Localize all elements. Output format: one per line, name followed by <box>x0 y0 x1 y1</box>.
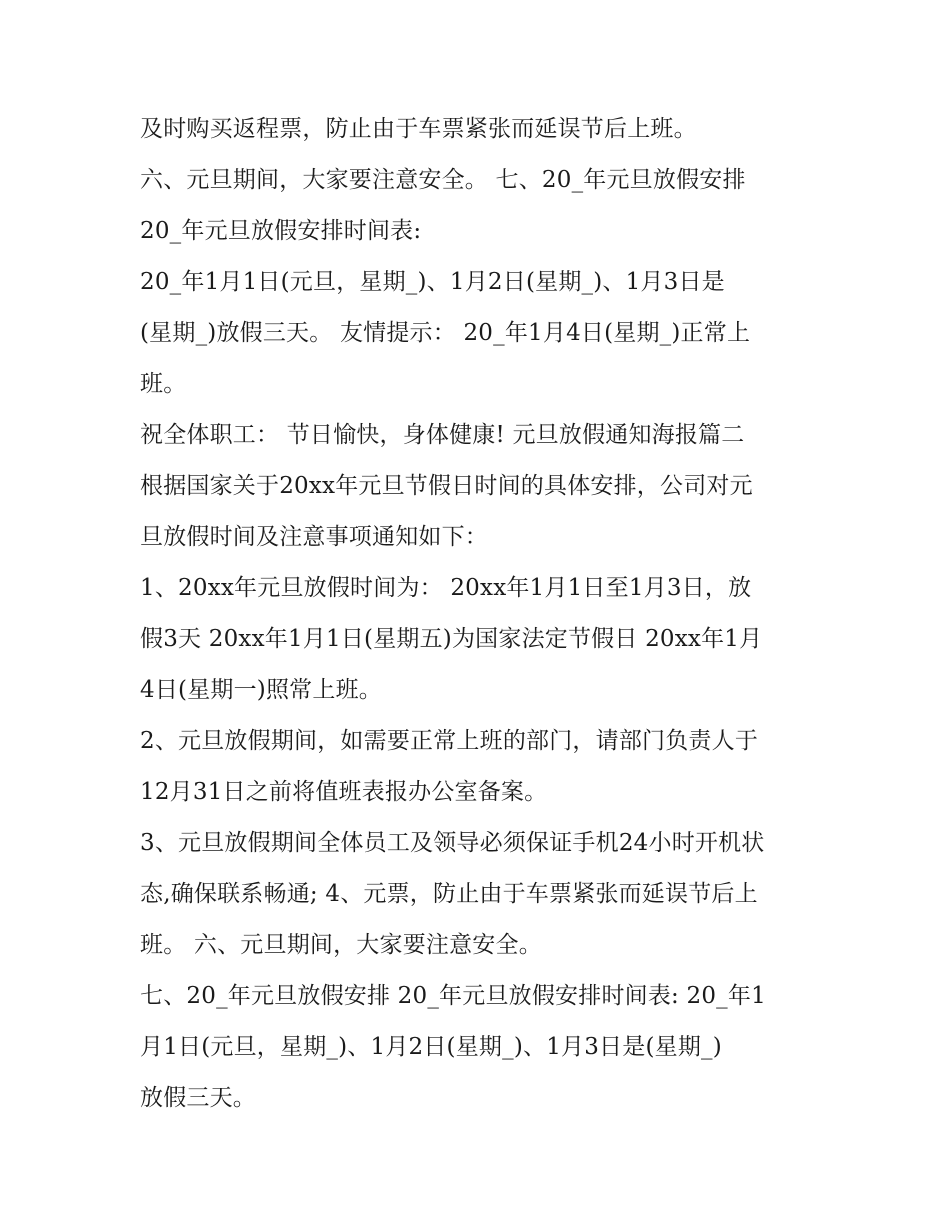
text-line: 及时购买返程票，防止由于车票紧张而延误节后上班。 <box>140 116 697 142</box>
text-line: 班。 六、元旦期间，大家要注意安全。 <box>140 932 542 958</box>
text-line: 旦放假时间及注意事项通知如下： <box>140 524 488 550</box>
text-line: 班。 <box>140 371 187 397</box>
text-line: 放假三天。 <box>140 1085 256 1111</box>
text-line: 六、元旦期间，大家要注意安全。 七、20_年元旦放假安排 <box>140 167 746 193</box>
text-line: 4日(星期一)照常上班。 <box>140 677 382 703</box>
text-line: 七、20_年元旦放假安排 20_年元旦放假安排时间表: 20_年1 <box>140 983 766 1009</box>
text-line: 1、20xx年元旦放假时间为： 20xx年1月1日至1月3日，放 <box>140 575 752 601</box>
text-line: 12月31日之前将值班表报办公室备案。 <box>140 779 548 805</box>
text-line: 祝全体职工： 节日愉快，身体健康! 元旦放假通知海报篇二 <box>140 422 745 448</box>
text-line: 2、元旦放假期间，如需要正常上班的部门，请部门负责人于 <box>140 728 759 754</box>
text-line: 根据国家关于20xx年元旦节假日时间的具体安排，公司对元 <box>140 473 753 499</box>
text-line: 月1日(元旦，星期_)、1月2日(星期_)、1月3日是(星期_) <box>140 1034 722 1060</box>
text-line: (星期_)放假三天。 友情提示： 20_年1月4日(星期_)正常上 <box>140 320 751 346</box>
document-body <box>140 104 820 1124</box>
text-line: 态,确保联系畅通; 4、元票，防止由于车票紧张而延误节后上 <box>140 881 758 907</box>
text-line: 假3天 20xx年1月1日(星期五)为国家法定节假日 20xx年1月 <box>140 626 763 652</box>
text-line: 3、元旦放假期间全体员工及领导必须保证手机24小时开机状 <box>140 830 765 856</box>
text-line: 20_年1月1日(元旦，星期_)、1月2日(星期_)、1月3日是 <box>140 269 725 295</box>
text-line: 20_年元旦放假安排时间表: <box>140 218 422 244</box>
